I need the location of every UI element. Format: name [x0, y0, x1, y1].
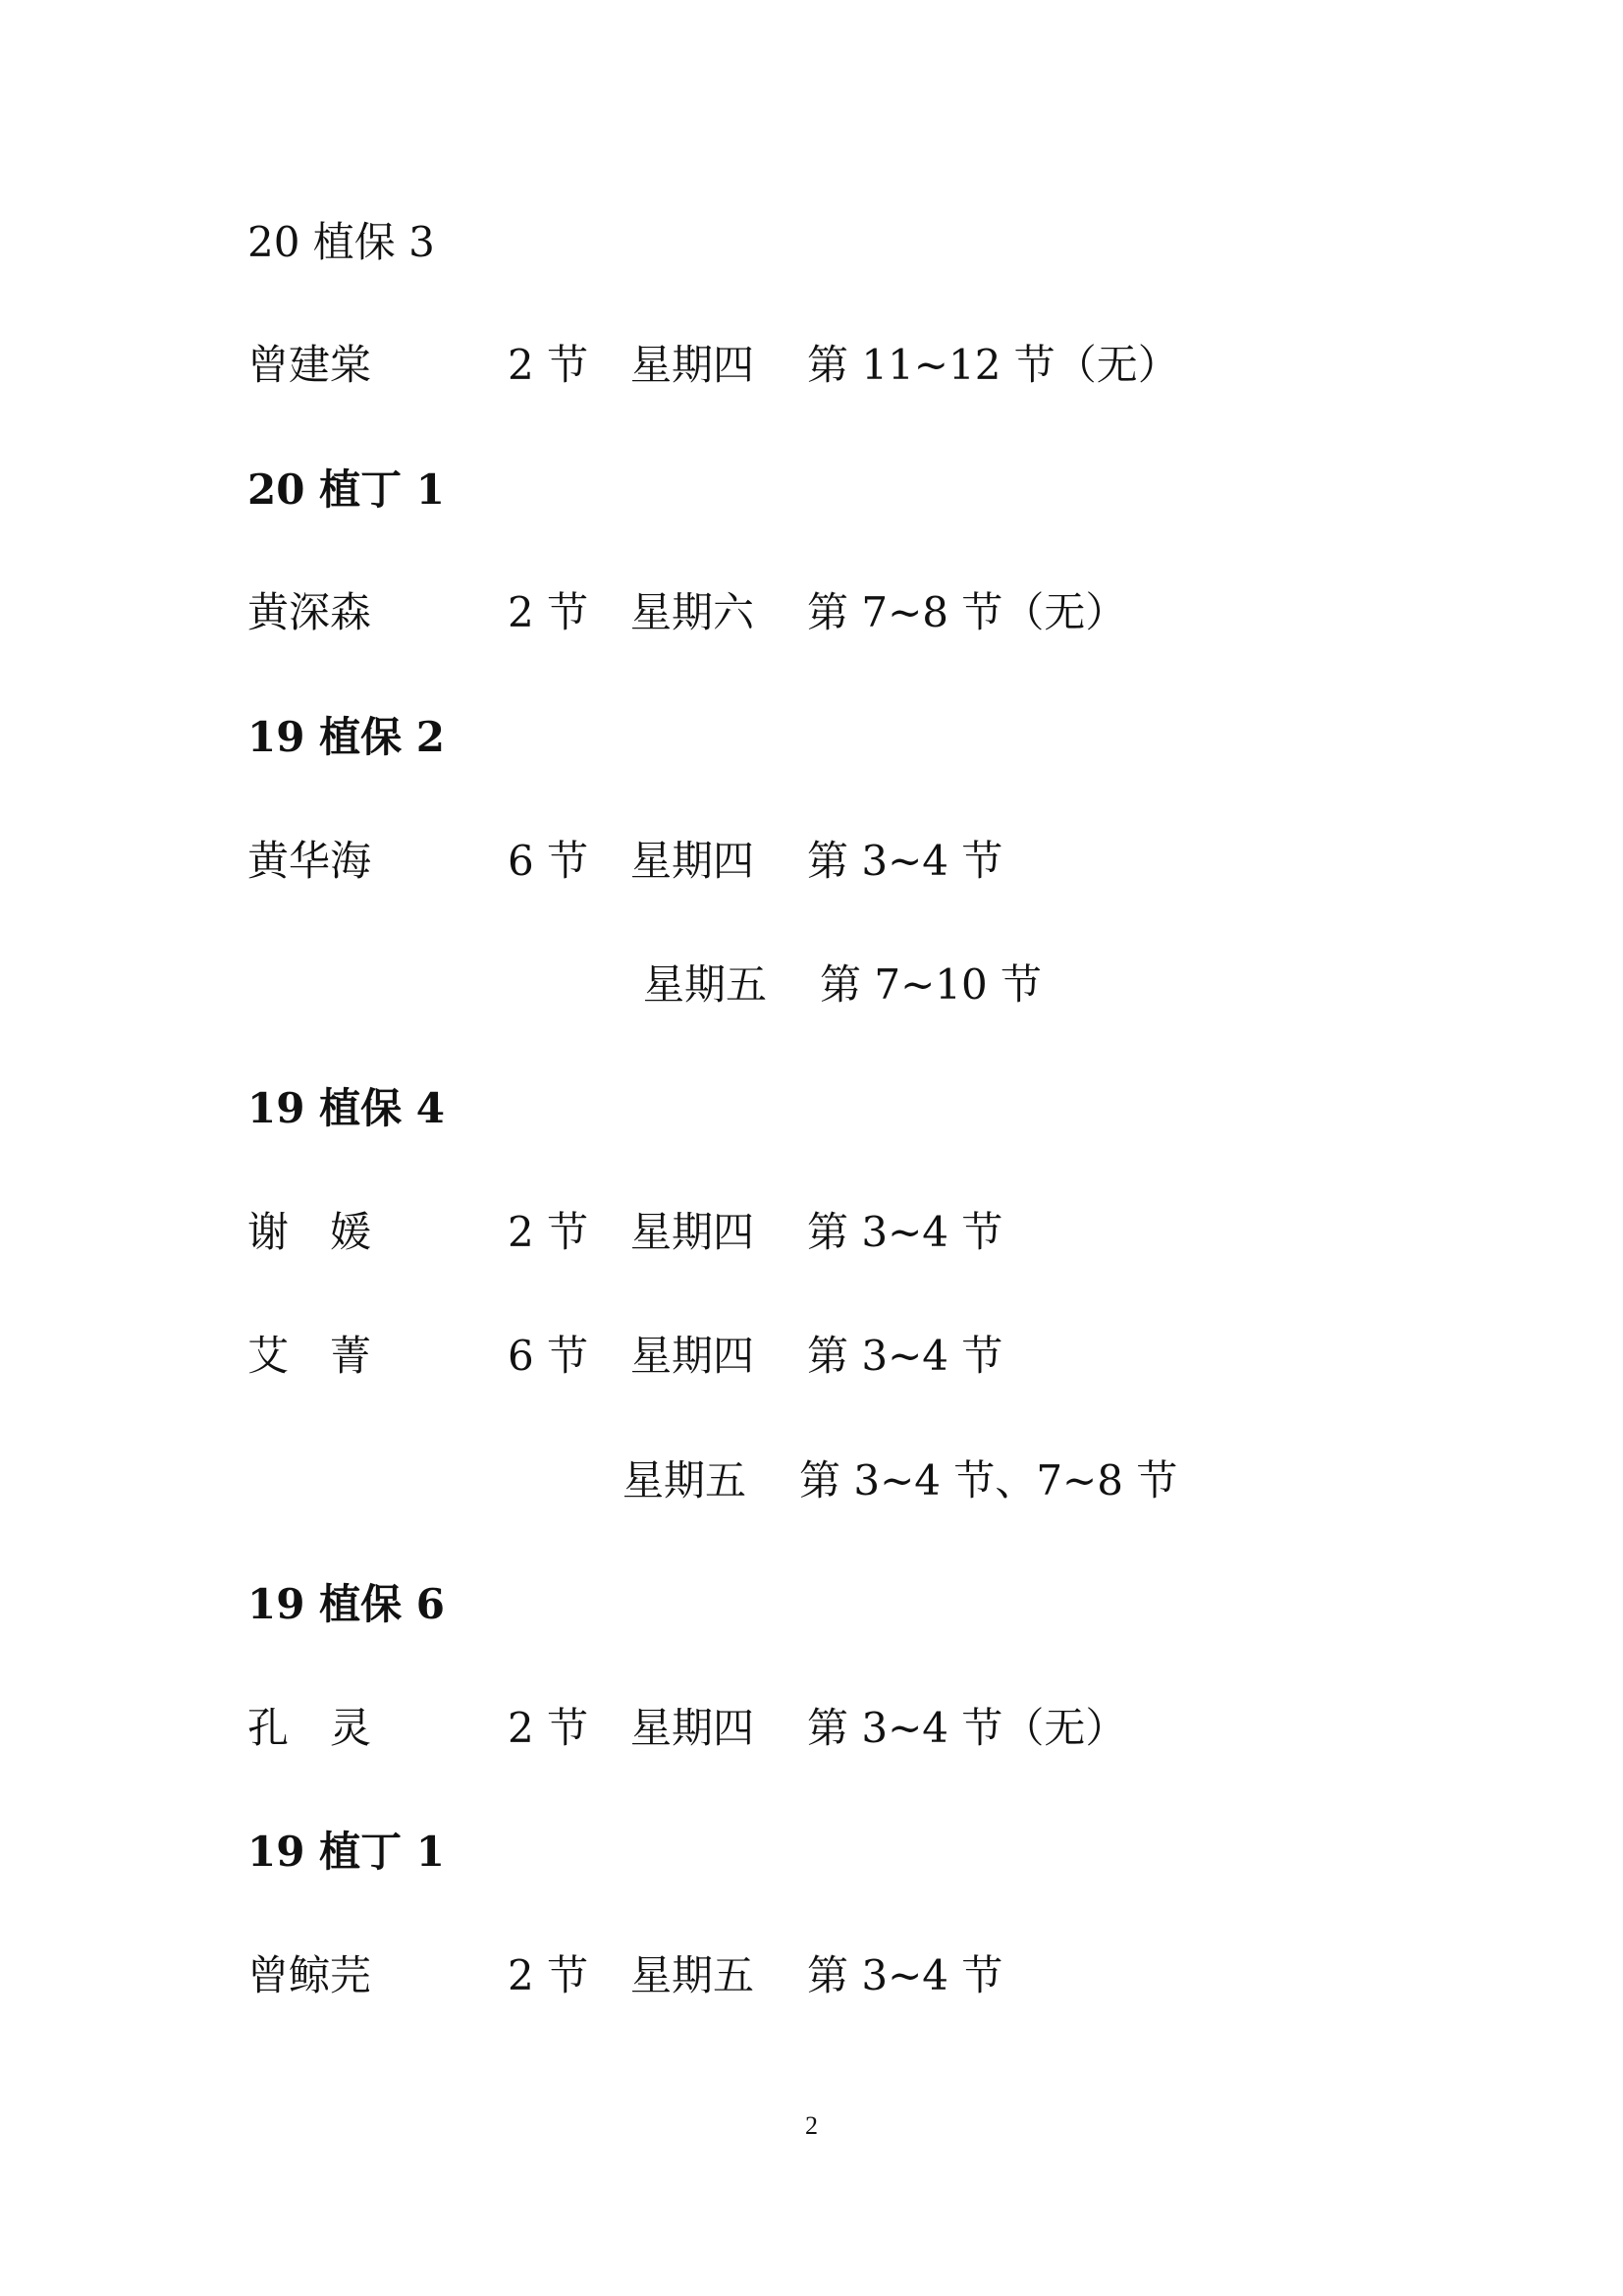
class-heading: 19 植保 6 [247, 1580, 445, 1628]
weekday: 星期四 [630, 837, 755, 885]
class-hours: 6 节 [508, 837, 589, 885]
weekday: 星期五 [630, 1951, 755, 1999]
weekday: 星期四 [630, 1208, 755, 1256]
weekday: 星期五 [643, 960, 768, 1009]
teacher-name: 谢 媛 [247, 1208, 372, 1256]
class-hours: 2 节 [508, 1951, 589, 1999]
class-hours: 6 节 [508, 1332, 589, 1380]
period-slot: 第 3~4 节 [807, 1951, 1003, 1999]
weekday: 星期四 [630, 341, 755, 389]
teacher-name: 黄深森 [247, 588, 372, 636]
teacher-name: 艾 菁 [247, 1332, 372, 1380]
class-heading: 19 植保 2 [247, 713, 445, 761]
weekday: 星期四 [630, 1332, 755, 1380]
class-heading: 20 植保 3 [247, 218, 435, 266]
class-hours: 2 节 [508, 341, 589, 389]
period-slot: 第 3~4 节（无） [807, 1704, 1127, 1752]
class-hours: 2 节 [508, 1704, 589, 1752]
class-heading: 19 植保 4 [247, 1084, 445, 1132]
teacher-name: 曾鲸芫 [247, 1951, 372, 1999]
period-slot: 第 3~4 节 [807, 1208, 1003, 1256]
class-heading: 19 植丁 1 [247, 1828, 445, 1876]
period-slot: 第 3~4 节 [807, 837, 1003, 885]
class-hours: 2 节 [508, 1208, 589, 1256]
weekday: 星期六 [630, 588, 755, 636]
page-number: 2 [805, 2111, 818, 2140]
teacher-name: 孔 灵 [247, 1704, 372, 1752]
period-slot: 第 7~8 节（无） [807, 588, 1127, 636]
weekday: 星期五 [622, 1456, 747, 1504]
period-slot: 第 11~12 节（无） [807, 341, 1179, 389]
period-slot: 第 3~4 节 [807, 1332, 1003, 1380]
period-slot: 第 7~10 节 [820, 960, 1043, 1009]
weekday: 星期四 [630, 1704, 755, 1752]
period-slot: 第 3~4 节、7~8 节 [799, 1456, 1178, 1504]
class-heading: 20 植丁 1 [247, 465, 445, 514]
teacher-name: 黄华海 [247, 837, 372, 885]
teacher-name: 曾建棠 [247, 341, 372, 389]
class-hours: 2 节 [508, 588, 589, 636]
